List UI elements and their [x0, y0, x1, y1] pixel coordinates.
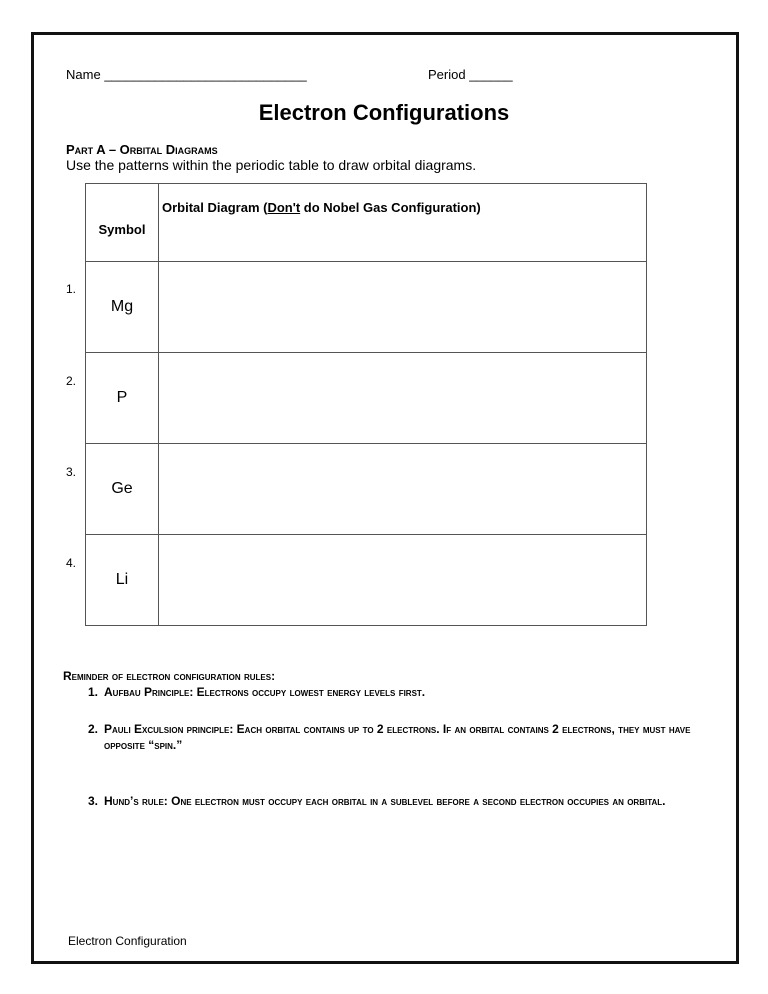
period-blank: ______	[469, 67, 513, 82]
table-row	[86, 444, 647, 535]
rule-item: 2. Pauli Exculsion principle: Each orbital contains up to 2 electrons. If an orbital contains 2 electrons, they must have opposite “spin.”	[88, 722, 691, 752]
rule-item: 1. Aufbau Principle: Electrons occupy lowest energy levels first.	[88, 685, 426, 699]
symbol-cell: Li	[86, 535, 159, 626]
row-number: 1.	[66, 282, 77, 296]
symbol-cell: Ge	[86, 444, 159, 535]
symbol-cell: P	[86, 353, 159, 444]
table-row	[86, 353, 647, 444]
rule-item: 3. Hund’s rule: One electron must occupy each orbital in a sublevel before a second electron occupies an orbital.	[88, 794, 666, 808]
symbol-cell: Mg	[86, 262, 159, 353]
name-blank: ____________________________	[104, 67, 307, 82]
part-a-instructions: Use the patterns within the periodic table to draw orbital diagrams.	[66, 157, 477, 173]
part-a-heading: Part A – Orbital Diagrams	[66, 142, 218, 157]
row-number: 2.	[66, 374, 77, 388]
table-row	[86, 262, 647, 353]
rules-heading: Reminder of electron configuration rules:	[63, 669, 276, 683]
diagram-answer-cell[interactable]	[159, 353, 647, 444]
period-field[interactable]	[428, 67, 513, 82]
diagram-answer-cell[interactable]	[159, 444, 647, 535]
table-header-row	[86, 184, 647, 262]
name-label: Name	[66, 67, 101, 82]
row-number: 3.	[66, 465, 77, 479]
row-number: 4.	[66, 556, 77, 570]
header-orbital-diagram: Orbital Diagram (Don't do Nobel Gas Configuration)	[159, 184, 647, 262]
orbital-diagram-table	[85, 183, 647, 626]
name-field[interactable]	[66, 67, 307, 82]
header-symbol: Symbol	[86, 184, 159, 262]
page-title: Electron Configurations	[258, 100, 510, 125]
table-row	[86, 535, 647, 626]
footer-text: Electron Configuration	[68, 934, 187, 948]
diagram-answer-cell[interactable]	[159, 262, 647, 353]
period-label: Period	[428, 67, 466, 82]
diagram-answer-cell[interactable]	[159, 535, 647, 626]
